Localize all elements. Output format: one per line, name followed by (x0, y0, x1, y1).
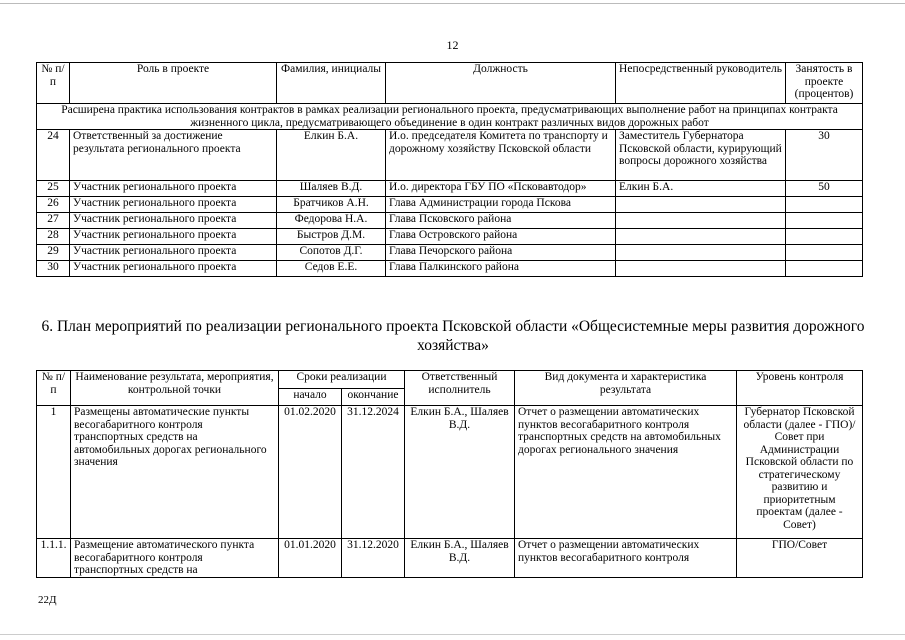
row-name: Шаляев В.Д. (277, 181, 386, 197)
project-team-table (36, 62, 863, 277)
table-row (37, 229, 863, 245)
row-doc: Отчет о размещении автоматических пунктов весогабаритного контроля (515, 539, 737, 578)
header-start: начало (279, 389, 342, 406)
table-row (37, 181, 863, 197)
row-name: Седов Е.Е. (277, 261, 386, 277)
header-end: окончание (342, 389, 405, 406)
row-manager (616, 261, 786, 277)
row-load (786, 229, 863, 245)
row-manager (616, 229, 786, 245)
action-plan-table (36, 370, 863, 578)
row-load (786, 213, 863, 229)
row-num: 24 (37, 130, 70, 181)
header-num: № п/п (37, 63, 70, 104)
header-role: Роль в проекте (70, 63, 277, 104)
row-num: 27 (37, 213, 70, 229)
row-control: ГПО/Совет (737, 539, 863, 578)
row-responsible: Елкин Б.А., Шаляев В.Д. (405, 406, 515, 539)
table-row (37, 261, 863, 277)
row-role: Участник регионального проекта (70, 197, 277, 213)
header-dates: Сроки реализации (279, 371, 405, 389)
header-load: Занятость в проекте (процентов) (786, 63, 863, 104)
row-position: Глава Администрации города Пскова (386, 197, 616, 213)
table-row (37, 130, 863, 181)
header-num: № п/п (37, 371, 71, 406)
footer-code: 22Д (38, 594, 57, 606)
row-num: 25 (37, 181, 70, 197)
row-load: 30 (786, 130, 863, 181)
row-manager (616, 213, 786, 229)
row-role: Участник регионального проекта (70, 261, 277, 277)
row-start: 01.02.2020 (279, 406, 342, 539)
table-row (37, 213, 863, 229)
page-number: 12 (446, 38, 459, 52)
row-role: Ответственный за достижение результата регионального проекта (70, 130, 277, 181)
row-role: Участник регионального проекта (70, 245, 277, 261)
table-row (37, 406, 863, 539)
row-position: Глава Псковского района (386, 213, 616, 229)
section-title: 6. План мероприятий по реализации регионального проекта Псковской области «Общесистемные меры развития дорожного хозяйства» (41, 318, 865, 354)
row-end: 31.12.2024 (342, 406, 405, 539)
header-name: Фамилия, инициалы (277, 63, 386, 104)
scan-edge-top (0, 3, 905, 4)
header-control: Уровень контроля (737, 371, 863, 406)
row-num: 1.1.1. (37, 539, 71, 578)
row-name: Федорова Н.А. (277, 213, 386, 229)
row-control: Губернатор Псковской области (далее - ГПО)/ Совет при Администрации Псковской области по стратегическому развитию и приоритетным проектам (далее - Совет) (737, 406, 863, 539)
section-row-text: Расширена практика использования контрактов в рамках реализации регионального проекта, предусматривающих выполнение работ на принципах контракта жизненного цикла, предусматривающего объединение в один контракт различных видов дорожных работ (37, 104, 863, 130)
row-name: Размещение автоматического пункта весогабаритного контроля транспортных средств на (71, 539, 279, 578)
row-name: Быстров Д.М. (277, 229, 386, 245)
row-position: Глава Палкинского района (386, 261, 616, 277)
row-load (786, 261, 863, 277)
row-manager (616, 197, 786, 213)
row-num: 1 (37, 406, 71, 539)
row-responsible: Елкин Б.А., Шаляев В.Д. (405, 539, 515, 578)
table-header-row (37, 63, 863, 104)
scan-edge-bottom (0, 634, 905, 635)
row-position: И.о. председателя Комитета по транспорту и дорожному хозяйству Псковской области (386, 130, 616, 181)
row-load: 50 (786, 181, 863, 197)
table-row (37, 539, 863, 578)
row-num: 29 (37, 245, 70, 261)
row-load (786, 197, 863, 213)
row-name: Братчиков А.Н. (277, 197, 386, 213)
row-manager: Заместитель Губернатора Псковской области, курирующий вопросы дорожного хозяйства (616, 130, 786, 181)
header-position: Должность (386, 63, 616, 104)
row-name: Сопотов Д.Г. (277, 245, 386, 261)
row-name: Елкин Б.А. (277, 130, 386, 181)
row-position: Глава Печорского района (386, 245, 616, 261)
row-position: И.о. директора ГБУ ПО «Псковавтодор» (386, 181, 616, 197)
table-row (37, 245, 863, 261)
table-row (37, 197, 863, 213)
row-role: Участник регионального проекта (70, 181, 277, 197)
header-responsible: Ответственный исполнитель (405, 371, 515, 406)
row-role: Участник регионального проекта (70, 229, 277, 245)
row-position: Глава Островского района (386, 229, 616, 245)
row-start: 01.01.2020 (279, 539, 342, 578)
row-num: 28 (37, 229, 70, 245)
row-role: Участник регионального проекта (70, 213, 277, 229)
section-row (37, 104, 863, 130)
row-load (786, 245, 863, 261)
header-doc: Вид документа и характеристика результата (515, 371, 737, 406)
header-manager: Непосредственный руководитель (616, 63, 786, 104)
row-end: 31.12.2020 (342, 539, 405, 578)
table-header-row (37, 371, 863, 389)
header-name: Наименование результата, мероприятия, контрольной точки (71, 371, 279, 406)
row-num: 30 (37, 261, 70, 277)
row-num: 26 (37, 197, 70, 213)
row-manager: Елкин Б.А. (616, 181, 786, 197)
row-manager (616, 245, 786, 261)
row-doc: Отчет о размещении автоматических пунктов весогабаритного контроля транспортных средств на автомобильных дорогах регионального значения (515, 406, 737, 539)
row-name: Размещены автоматические пункты весогабаритного контроля транспортных средств на автомобильных дорогах регионального значения (71, 406, 279, 539)
